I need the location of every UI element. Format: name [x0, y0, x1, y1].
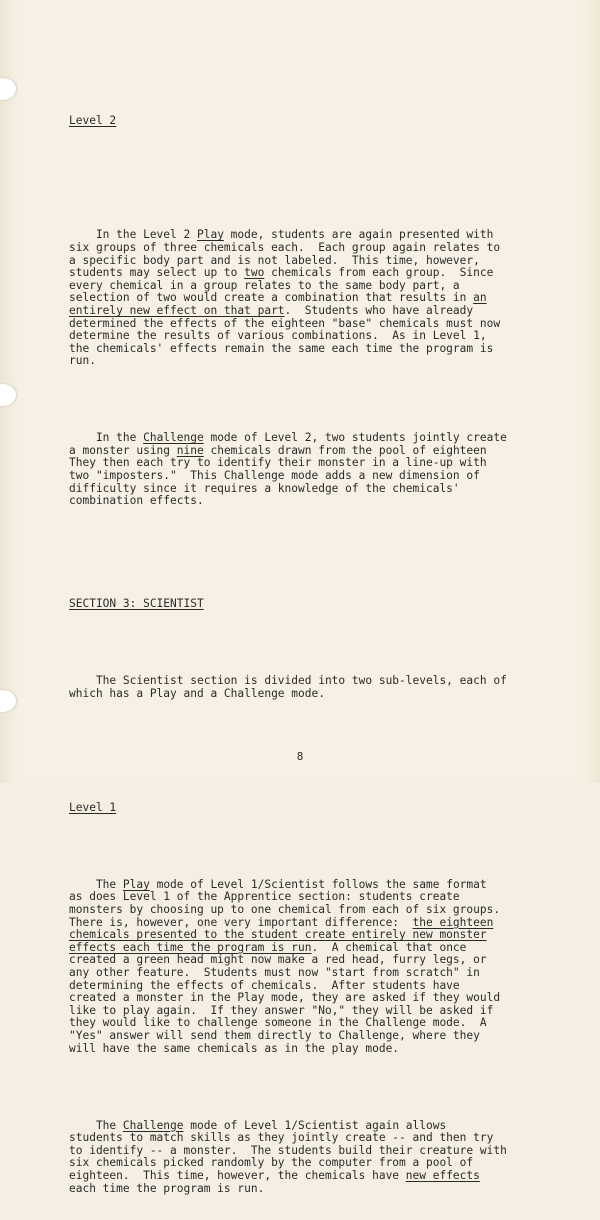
level1-heading: Level 1: [69, 800, 117, 814]
text-line: every chemical in a group relates to the same body part, a: [69, 278, 460, 292]
text-line: each time the program is run.: [69, 1181, 265, 1195]
text-line: "Yes" answer will send them directly to Challenge, where they: [69, 1029, 480, 1042]
level2-heading: Level 2: [69, 114, 117, 128]
text-line: a specific body part and is not labeled. This time, however,: [69, 253, 480, 267]
binder-hole: [0, 78, 16, 100]
text-line: two "imposters." This Challenge mode adds a new dimension of: [69, 469, 480, 483]
text-line: selection of two would create a combination that results in an: [69, 291, 487, 305]
text-line: determined the effects of the eighteen "base" chemicals must now: [69, 316, 501, 330]
text-line: students may select up to two chemicals from each group. Since: [69, 266, 494, 280]
text-line: they would like to challenge someone in the Challenge mode. A: [69, 1016, 487, 1030]
text-line: determine the results of various combinations. As in Level 1,: [69, 329, 487, 343]
text-line: monsters by choosing up to one chemical from each of six groups.: [69, 903, 501, 917]
text-line: difficulty since it requires a knowledge of the chemicals': [69, 481, 460, 495]
text-line: determining the effects of chemicals. After students have: [69, 978, 460, 992]
text-line: chemicals presented to the student create entirely new monster: [69, 928, 487, 942]
text-line: which has a Play and a Challenge mode.: [69, 686, 325, 700]
text-line: run.: [69, 354, 96, 368]
text-line: will have the same chemicals as in the play mode.: [69, 1041, 400, 1055]
text-line: created a monster in the Play mode, they are asked if they would: [69, 991, 501, 1005]
text-line: like to play again. If they answer "No," they will be asked if: [69, 1003, 494, 1017]
text-line: In the Challenge mode of Level 2, two students jointly create: [69, 431, 507, 445]
text-line: The Challenge mode of Level 1/Scientist again allows: [69, 1118, 447, 1132]
text-line: They then each try to identify their monster in a line-up with: [69, 456, 487, 470]
text-line: six groups of three chemicals each. Each group again relates to: [69, 240, 501, 254]
text-line: The Scientist section is divided into two sub-levels, each of: [69, 674, 507, 688]
text-line: to identify -- a monster. The students build their creature with: [69, 1143, 507, 1157]
text-line: the chemicals' effects remain the same each time the program is: [69, 341, 494, 355]
text-line: created a green head might now make a red head, furry legs, or: [69, 953, 487, 967]
text-line: combination effects.: [69, 494, 204, 508]
text-line: effects each time the program is run. A chemical that once: [69, 940, 467, 954]
text-line: any other feature. Students must now "start from scratch" in: [69, 966, 480, 980]
text-line: a monster using nine chemicals drawn from the pool of eighteen: [69, 443, 487, 457]
text-line: entirely new effect on that part. Students who have already: [69, 303, 474, 317]
level2-challenge-paragraph: [69, 432, 549, 508]
level2-play-paragraph: [69, 229, 549, 368]
text-line: six chemicals picked randomly by the computer from a pool of: [69, 1156, 474, 1170]
section3-heading: SECTION 3: SCIENTIST: [69, 597, 204, 611]
binder-hole: [0, 690, 16, 712]
level1-challenge-paragraph: [69, 1120, 549, 1196]
text-line: The Play mode of Level 1/Scientist follows the same format: [69, 877, 487, 891]
level1-play-paragraph: [69, 879, 549, 1055]
text-line: In the Level 2 Play mode, students are again presented with: [69, 228, 494, 242]
text-line: students to match skills as they jointly create -- and then try: [69, 1131, 494, 1145]
page-number: 8: [296, 750, 304, 763]
section3-intro-paragraph: [69, 675, 549, 700]
text-line: eighteen. This time, however, the chemicals have new effects: [69, 1168, 480, 1182]
document-body: [69, 90, 549, 1220]
text-line: There is, however, one very important difference: the eighteen: [69, 915, 494, 929]
text-line: as does Level 1 of the Apprentice section: students create: [69, 890, 460, 904]
binder-hole: [0, 384, 16, 406]
